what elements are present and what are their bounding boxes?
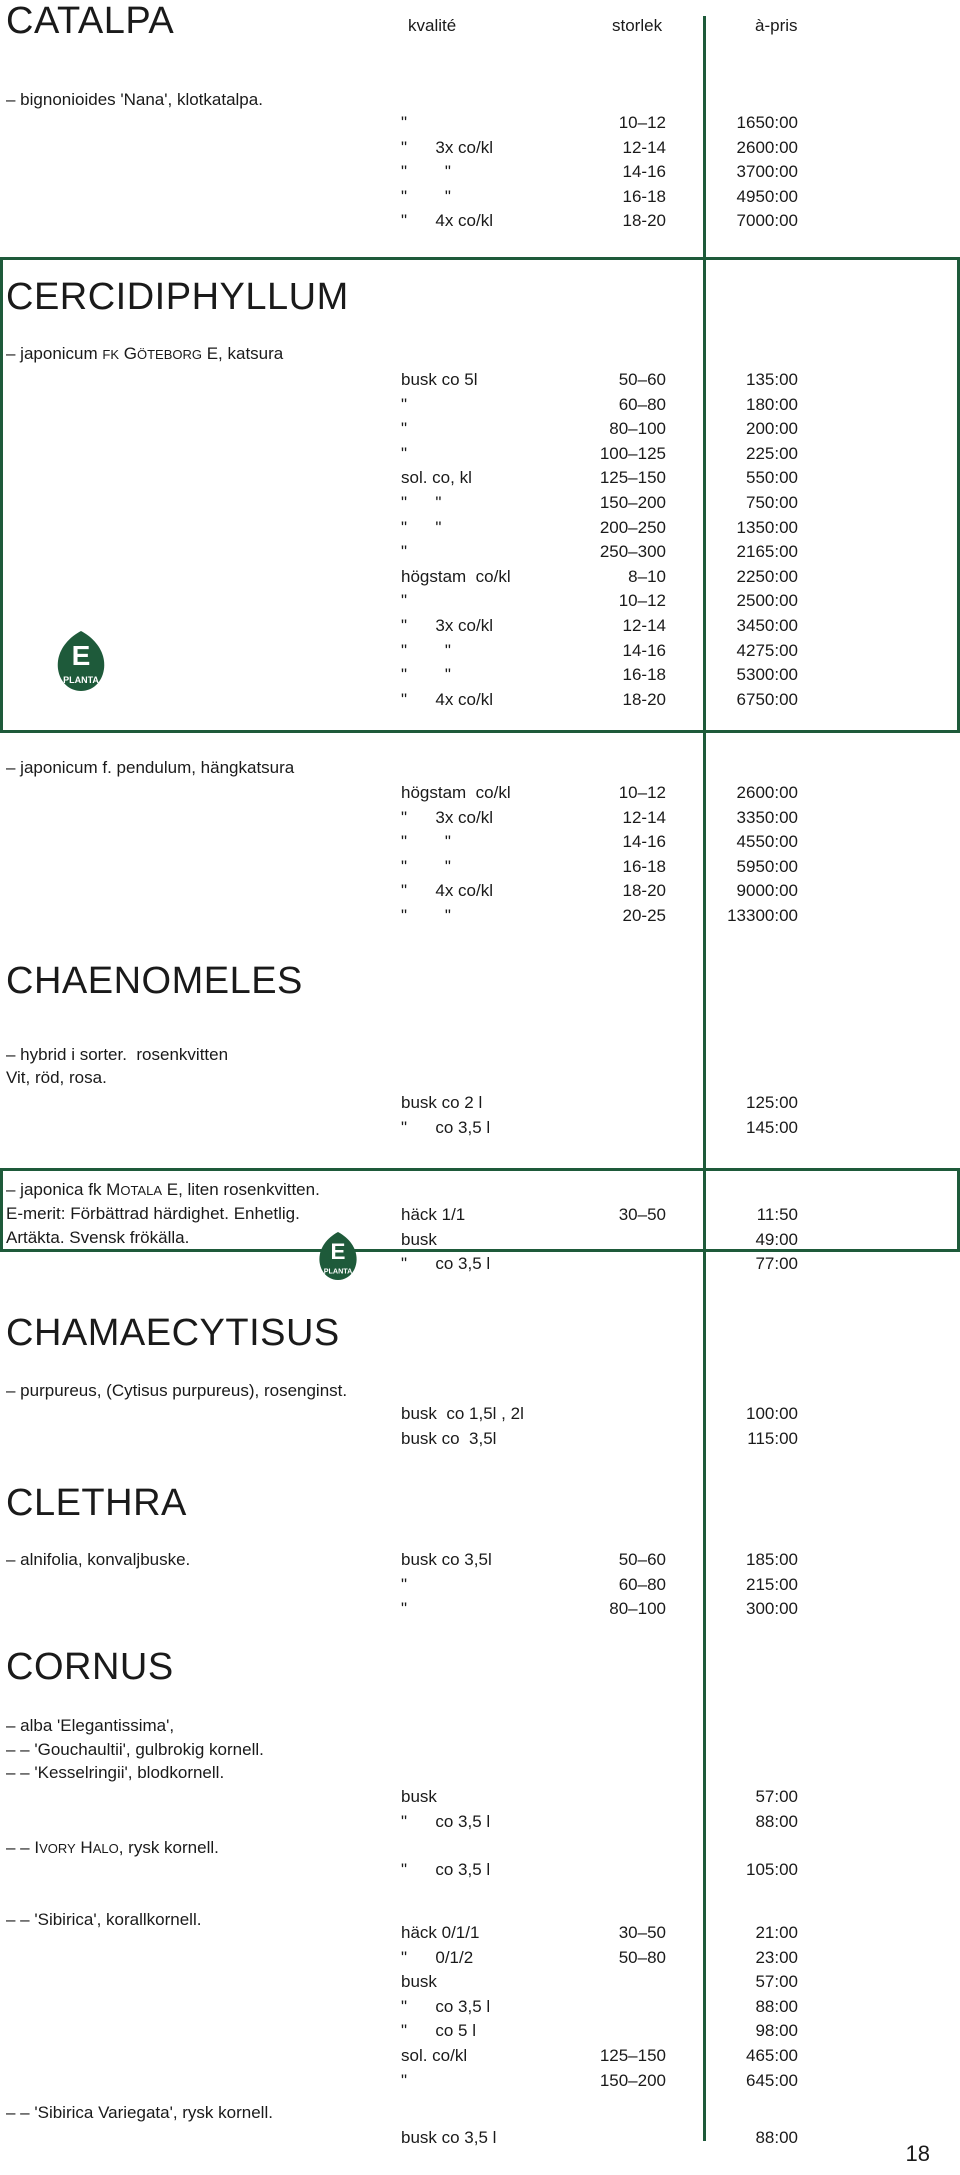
price-cell: 11:50	[756, 1205, 798, 1224]
quality-cell: "	[401, 113, 408, 132]
price-row	[0, 665, 960, 689]
price-row	[0, 808, 960, 832]
quality-cell: häck 0/1/1	[401, 1923, 480, 1942]
price-cell: 200:00	[746, 419, 798, 439]
price-cell: 88:00	[755, 1811, 798, 1831]
price-row	[0, 881, 960, 905]
quality-cell: " 0/1/2	[401, 1947, 474, 1967]
price-row	[0, 591, 960, 615]
price-row	[0, 187, 960, 211]
size-cell: 30–50	[618, 1205, 666, 1224]
price-row	[0, 2071, 960, 2095]
price-row	[0, 1997, 960, 2021]
species-sibirica-variegata: – – 'Sibirica Variegata', rysk kornell.	[6, 2103, 273, 2122]
e-planta-logo	[56, 631, 106, 691]
price-cell: 3700:00	[736, 162, 798, 182]
size-cell: 80–100	[609, 1599, 666, 1619]
svg-text:E: E	[330, 1239, 346, 1265]
price-row	[0, 395, 960, 419]
price-cell: 4275:00	[736, 640, 798, 660]
price-cell: 13300:00	[727, 906, 798, 925]
species-alba-elegantissima: – alba 'Elegantissima',	[6, 1716, 175, 1735]
genus-title-cercidiphyllum: CERCIDIPHYLLUM	[6, 276, 349, 318]
price-row	[0, 1575, 960, 1599]
price-row	[0, 616, 960, 640]
header-kvalite: kvalité	[408, 16, 457, 35]
price-row	[0, 518, 960, 542]
species-alnifolia: – alnifolia, konvaljbuske.	[6, 1550, 191, 1569]
price-row	[0, 2021, 960, 2045]
price-cell: 300:00	[746, 1599, 798, 1619]
price-cell: 2250:00	[736, 566, 798, 586]
quality-cell: " "	[401, 906, 451, 925]
genus-title-catalpa: CATALPA	[6, 0, 175, 42]
svg-text:PLANTA: PLANTA	[323, 1266, 353, 1276]
price-cell: 550:00	[746, 468, 798, 488]
price-cell: 5950:00	[736, 856, 798, 876]
size-cell: 8–10	[628, 566, 666, 586]
price-cell: 465:00	[746, 2046, 798, 2065]
quality-cell: " 3x co/kl	[401, 616, 494, 635]
price-cell: 88:00	[755, 2128, 798, 2147]
quality-cell: "	[401, 1599, 408, 1619]
size-cell: 150–200	[599, 2070, 666, 2090]
quality-cell: " co 3,5 l	[401, 1117, 491, 1137]
genus-title-clethra: CLETHRA	[6, 1482, 187, 1524]
species-chaenomeles-hybrid-colors: Vit, röd, rosa.	[6, 1068, 107, 1087]
price-row	[0, 1230, 960, 1254]
price-row	[0, 370, 960, 394]
size-cell: 150–200	[599, 493, 666, 512]
size-cell: 10–12	[618, 113, 666, 132]
species-japonica-origin: Artäkta. Svensk frökälla.	[6, 1228, 190, 1247]
quality-cell: busk co 3,5l	[401, 1428, 497, 1448]
svg-text:PLANTA: PLANTA	[63, 675, 99, 685]
price-cell: 750:00	[746, 493, 798, 512]
size-cell: 100–125	[599, 443, 666, 463]
species-gouchaultii: – – 'Gouchaultii', gulbrokig kornell.	[6, 1740, 264, 1759]
size-cell: 18-20	[622, 211, 666, 231]
svg-text:E: E	[71, 640, 91, 671]
price-row	[0, 542, 960, 566]
size-cell: 125–150	[599, 468, 666, 488]
quality-cell: busk co 3,5l	[401, 1550, 492, 1569]
quality-cell: " co 3,5 l	[401, 1996, 491, 2016]
price-cell: 4950:00	[736, 186, 798, 206]
price-row	[0, 690, 960, 714]
quality-cell: busk co 5l	[401, 370, 478, 389]
price-cell: 49:00	[755, 1229, 798, 1249]
price-cell: 2500:00	[736, 591, 798, 611]
size-cell: 250–300	[599, 542, 666, 562]
size-cell: 30–50	[618, 1923, 666, 1942]
size-cell: 80–100	[609, 419, 666, 439]
price-row	[0, 1812, 960, 1836]
size-cell: 125–150	[599, 2046, 666, 2065]
species-sibirica: – – 'Sibirica', korallkornell.	[6, 1910, 202, 1929]
price-cell: 3350:00	[736, 807, 798, 827]
price-cell: 185:00	[746, 1550, 798, 1569]
quality-cell: " 4x co/kl	[401, 689, 494, 709]
price-row	[0, 2046, 960, 2070]
size-cell: 18-20	[622, 881, 666, 901]
size-cell: 12-14	[622, 616, 666, 635]
price-row	[0, 444, 960, 468]
quality-cell: " 3x co/kl	[401, 137, 494, 157]
quality-cell: busk	[401, 1972, 437, 1992]
price-row	[0, 1093, 960, 1117]
quality-cell: " "	[401, 640, 451, 660]
price-row	[0, 419, 960, 443]
price-row	[0, 1923, 960, 1947]
quality-cell: " co 3,5 l	[401, 1254, 491, 1274]
price-cell: 88:00	[755, 1996, 798, 2016]
price-row	[0, 1118, 960, 1142]
quality-cell: sol. co/kl	[401, 2046, 468, 2065]
price-cell: 6750:00	[736, 689, 798, 709]
quality-cell: " co 3,5 l	[401, 1811, 491, 1831]
size-cell: 16-18	[622, 856, 666, 876]
price-cell: 1350:00	[736, 517, 798, 537]
size-cell: 12-14	[622, 807, 666, 827]
price-row	[0, 1550, 960, 1574]
quality-cell: " "	[401, 832, 451, 852]
quality-cell: " "	[401, 493, 442, 512]
size-cell: 60–80	[618, 1574, 666, 1594]
price-row	[0, 857, 960, 881]
quality-cell: sol. co, kl	[401, 468, 472, 488]
price-row	[0, 567, 960, 591]
e-planta-logo	[317, 1232, 359, 1280]
price-cell: 2165:00	[736, 542, 798, 562]
quality-cell: " "	[401, 186, 451, 206]
price-row	[0, 1254, 960, 1278]
price-row	[0, 832, 960, 856]
size-cell: 50–60	[618, 370, 666, 389]
price-cell: 77:00	[755, 1254, 798, 1274]
quality-cell: busk co 1,5l , 2l	[401, 1404, 524, 1423]
size-cell: 200–250	[599, 517, 666, 537]
genus-title-chaenomeles: CHAENOMELES	[6, 960, 303, 1002]
price-cell: 21:00	[755, 1923, 798, 1942]
price-cell: 7000:00	[736, 211, 798, 231]
size-cell: 50–80	[618, 1947, 666, 1967]
size-cell: 10–12	[618, 783, 666, 802]
species-japonicum-goteborg: – japonicum FK GÖTEBORG E, katsura	[6, 344, 284, 363]
quality-cell: " "	[401, 162, 451, 182]
price-row	[0, 162, 960, 186]
quality-cell: busk co 2 l	[401, 1093, 483, 1112]
quality-cell: "	[401, 443, 408, 463]
quality-cell: "	[401, 2070, 408, 2090]
quality-cell: "	[401, 542, 408, 562]
size-cell: 16-18	[622, 186, 666, 206]
header-apris: à-pris	[755, 16, 798, 35]
quality-cell: " co 3,5 l	[401, 1860, 491, 1879]
species-ivory-halo: – – IVORY HALO, rysk kornell.	[6, 1838, 219, 1857]
quality-cell: " 3x co/kl	[401, 807, 494, 827]
price-cell: 180:00	[746, 394, 798, 414]
price-row	[0, 1948, 960, 1972]
price-cell: 125:00	[746, 1093, 798, 1112]
price-cell: 215:00	[746, 1574, 798, 1594]
genus-title-chamaecytisus: CHAMAECYTISUS	[6, 1312, 340, 1354]
quality-cell: " "	[401, 665, 451, 685]
price-cell: 57:00	[755, 1972, 798, 1992]
price-row	[0, 468, 960, 492]
quality-cell: " "	[401, 517, 442, 537]
price-cell: 645:00	[746, 2070, 798, 2090]
quality-cell: busk	[401, 1787, 437, 1806]
quality-cell: "	[401, 394, 408, 414]
price-cell: 2600:00	[736, 137, 798, 157]
size-cell: 50–60	[618, 1550, 666, 1569]
price-row	[0, 211, 960, 235]
price-row	[0, 1599, 960, 1623]
price-row	[0, 1404, 960, 1428]
price-cell: 225:00	[746, 443, 798, 463]
price-row	[0, 1205, 960, 1229]
price-cell: 98:00	[755, 2021, 798, 2041]
price-cell: 23:00	[755, 1947, 798, 1967]
price-row	[0, 493, 960, 517]
species-kesselringii: – – 'Kesselringii', blodkornell.	[6, 1763, 225, 1782]
price-cell: 2600:00	[736, 783, 798, 802]
header-storlek: storlek	[612, 16, 663, 35]
species-purpureus: – purpureus, (Cytisus purpureus), rosenginst.	[6, 1381, 348, 1400]
species-bignonioides-nana: – bignonioides 'Nana', klotkatalpa.	[6, 90, 263, 109]
page-number: 18	[905, 2141, 930, 2166]
size-cell: 12-14	[622, 137, 666, 157]
price-row	[0, 641, 960, 665]
quality-cell: " co 5 l	[401, 2021, 477, 2041]
quality-cell: högstam co/kl	[401, 566, 511, 586]
price-row	[0, 138, 960, 162]
price-row	[0, 1429, 960, 1453]
quality-cell: "	[401, 419, 408, 439]
price-row	[0, 1972, 960, 1996]
price-cell: 4550:00	[736, 832, 798, 852]
quality-cell: busk	[401, 1229, 437, 1249]
size-cell: 14-16	[622, 832, 666, 852]
price-row	[0, 906, 960, 930]
price-cell: 9000:00	[736, 881, 798, 901]
genus-title-cornus: CORNUS	[6, 1646, 174, 1688]
quality-cell: "	[401, 591, 408, 611]
price-row	[0, 113, 960, 137]
price-cell: 57:00	[755, 1787, 798, 1806]
quality-cell: " "	[401, 856, 451, 876]
price-cell: 145:00	[746, 1117, 798, 1137]
price-cell: 3450:00	[736, 616, 798, 635]
price-cell: 5300:00	[736, 665, 798, 685]
quality-cell: " 4x co/kl	[401, 881, 494, 901]
price-row	[0, 783, 960, 807]
price-cell: 115:00	[747, 1428, 798, 1448]
price-cell: 135:00	[746, 370, 798, 389]
size-cell: 16-18	[622, 665, 666, 685]
price-cell: 105:00	[746, 1860, 798, 1879]
quality-cell: högstam co/kl	[401, 783, 511, 802]
size-cell: 14-16	[622, 640, 666, 660]
size-cell: 18-20	[622, 689, 666, 709]
species-chaenomeles-hybrid: – hybrid i sorter. rosenkvitten	[6, 1045, 229, 1064]
size-cell: 10–12	[618, 591, 666, 611]
quality-cell: häck 1/1	[401, 1205, 466, 1224]
price-row	[0, 1860, 960, 1884]
quality-cell: busk co 3,5 l	[401, 2128, 497, 2147]
size-cell: 20-25	[622, 906, 666, 925]
price-cell: 1650:00	[736, 113, 798, 132]
quality-cell: " 4x co/kl	[401, 211, 494, 231]
species-japonica-motala: – japonica fk MOTALA E, liten rosenkvitten.	[6, 1180, 320, 1199]
species-japonica-merit: E-merit: Förbättrad härdighet. Enhetlig.	[6, 1204, 300, 1223]
size-cell: 14-16	[622, 162, 666, 182]
price-row	[0, 1787, 960, 1811]
species-japonicum-pendulum: – japonicum f. pendulum, hängkatsura	[6, 758, 295, 777]
price-row	[0, 2128, 960, 2152]
size-cell: 60–80	[618, 394, 666, 414]
quality-cell: "	[401, 1574, 408, 1594]
price-cell: 100:00	[746, 1404, 798, 1423]
